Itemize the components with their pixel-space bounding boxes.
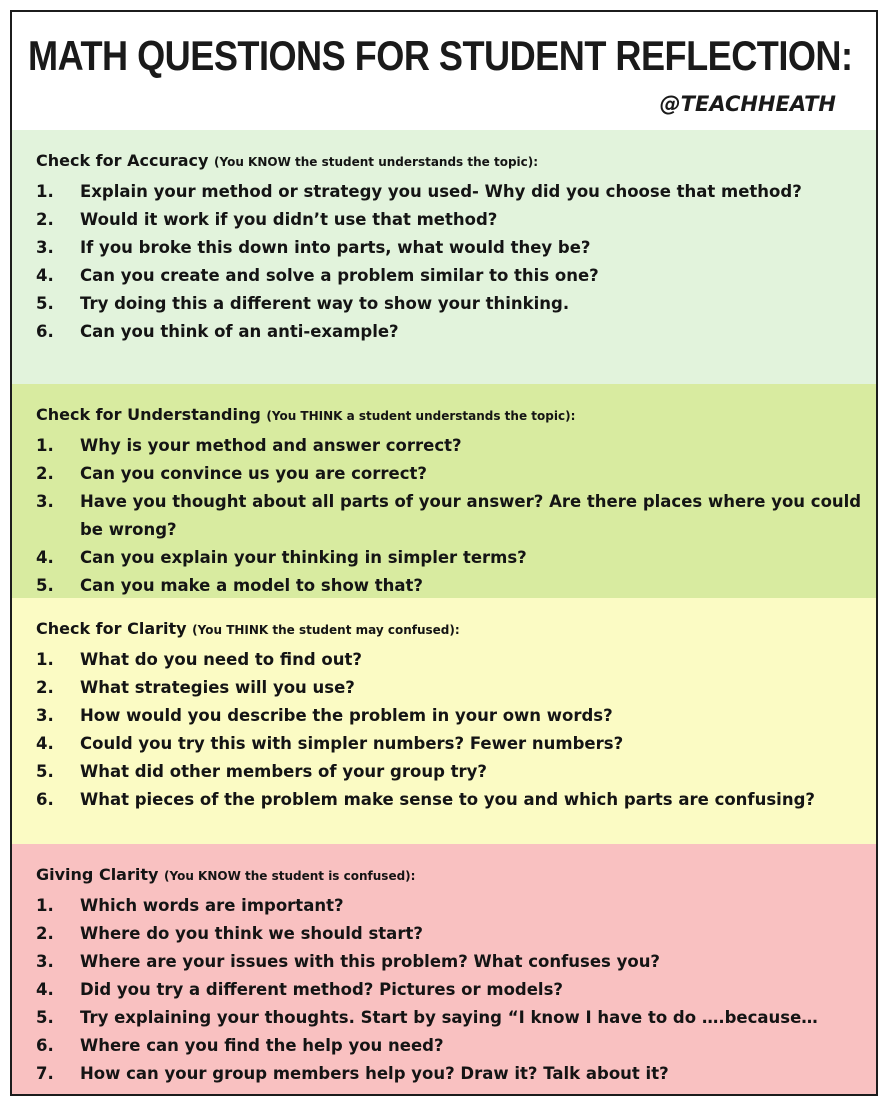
list-item: [12, 1060, 876, 1088]
list-item: [12, 976, 876, 1004]
question-list: [12, 178, 876, 346]
question-text: Where are your issues with this problem? What confuses you?: [80, 952, 661, 971]
question-list: [12, 646, 876, 814]
item-number: 5.: [36, 1008, 54, 1027]
list-item: [12, 1004, 876, 1032]
list-item: [12, 178, 876, 206]
question-text: What did other members of your group try?: [80, 762, 487, 781]
item-number: 1.: [36, 896, 54, 915]
list-item: [12, 290, 876, 318]
item-number: 1.: [36, 436, 54, 455]
question-text: Why is your method and answer correct?: [80, 436, 462, 455]
section-title: Check for Clarity: [36, 619, 187, 638]
question-text: Can you explain your thinking in simpler terms?: [80, 548, 527, 567]
list-item: [12, 646, 876, 674]
item-number: 5.: [36, 762, 54, 781]
list-item: [12, 920, 876, 948]
item-number: 6.: [36, 790, 54, 809]
list-item: [12, 786, 876, 814]
section-subtitle: (You KNOW the student is confused):: [164, 869, 416, 883]
item-number: 6.: [36, 1036, 54, 1055]
list-item: [12, 892, 876, 920]
item-number: 2.: [36, 924, 54, 943]
item-number: 2.: [36, 210, 54, 229]
item-number: 4.: [36, 980, 54, 999]
section-check-for-clarity: [12, 598, 876, 844]
item-number: 4.: [36, 734, 54, 753]
question-text: Where do you think we should start?: [80, 924, 423, 943]
author-handle: @TEACHHEATH: [659, 92, 836, 116]
item-number: 2.: [36, 464, 54, 483]
list-item: [12, 1032, 876, 1060]
question-text: Can you create and solve a problem similar to this one?: [80, 266, 599, 285]
question-text: If you broke this down into parts, what would they be?: [80, 238, 591, 257]
list-item: [12, 318, 876, 346]
list-item: [12, 758, 876, 786]
section-giving-clarity: [12, 844, 876, 1094]
list-item: [12, 572, 876, 600]
item-number: 1.: [36, 650, 54, 669]
question-text: Have you thought about all parts of your answer? Are there places where you could be wrong?: [80, 492, 862, 539]
item-number: 2.: [36, 678, 54, 697]
list-item: [12, 730, 876, 758]
page-title: MATH QUESTIONS FOR STUDENT REFLECTION:: [28, 32, 853, 79]
section-title: Check for Understanding: [36, 405, 261, 424]
list-item: [12, 234, 876, 262]
list-item: [12, 460, 876, 488]
question-text: Try explaining your thoughts. Start by saying “I know I have to do ….because…: [80, 1008, 818, 1027]
question-text: Try doing this a different way to show your thinking.: [80, 294, 570, 313]
item-number: 5.: [36, 576, 54, 595]
list-item: [12, 262, 876, 290]
question-list: [12, 892, 876, 1088]
item-number: 3.: [36, 238, 54, 257]
poster-header: [12, 12, 876, 130]
list-item: [12, 432, 876, 460]
question-text: How would you describe the problem in your own words?: [80, 706, 613, 725]
section-check-for-accuracy: [12, 130, 876, 384]
list-item: [12, 674, 876, 702]
section-subtitle: (You THINK a student understands the topic):: [266, 409, 576, 423]
section-subtitle: (You THINK the student may confused):: [192, 623, 460, 637]
question-text: Which words are important?: [80, 896, 344, 915]
section-subtitle: (You KNOW the student understands the topic):: [214, 155, 539, 169]
question-text: Could you try this with simpler numbers? Fewer numbers?: [80, 734, 624, 753]
question-text: Where can you find the help you need?: [80, 1036, 444, 1055]
item-number: 7.: [36, 1064, 54, 1083]
question-text: What pieces of the problem make sense to you and which parts are confusing?: [80, 790, 815, 809]
item-number: 5.: [36, 294, 54, 313]
list-item: [12, 702, 876, 730]
section-heading: [36, 612, 876, 646]
question-text: Explain your method or strategy you used- Why did you choose that method?: [80, 182, 802, 201]
question-text: How can your group members help you? Draw it? Talk about it?: [80, 1064, 669, 1083]
item-number: 3.: [36, 706, 54, 725]
section-heading: [36, 398, 876, 432]
question-text: Can you make a model to show that?: [80, 576, 424, 595]
question-text: What do you need to find out?: [80, 650, 362, 669]
section-heading: [36, 858, 876, 892]
list-item: [12, 948, 876, 976]
item-number: 4.: [36, 548, 54, 567]
list-item: [12, 488, 876, 544]
list-item: [12, 544, 876, 572]
question-text: Can you convince us you are correct?: [80, 464, 427, 483]
question-text: What strategies will you use?: [80, 678, 355, 697]
question-text: Can you think of an anti-example?: [80, 322, 399, 341]
question-text: Would it work if you didn’t use that method?: [80, 210, 498, 229]
section-check-for-understanding: [12, 384, 876, 598]
item-number: 6.: [36, 322, 54, 341]
item-number: 3.: [36, 952, 54, 971]
list-item: [12, 206, 876, 234]
section-heading: [36, 144, 876, 178]
item-number: 1.: [36, 182, 54, 201]
question-list: [12, 432, 876, 600]
section-title: Giving Clarity: [36, 865, 159, 884]
question-text: Did you try a different method? Pictures or models?: [80, 980, 563, 999]
item-number: 4.: [36, 266, 54, 285]
item-number: 3.: [36, 492, 54, 511]
poster: [10, 10, 878, 1096]
section-title: Check for Accuracy: [36, 151, 209, 170]
